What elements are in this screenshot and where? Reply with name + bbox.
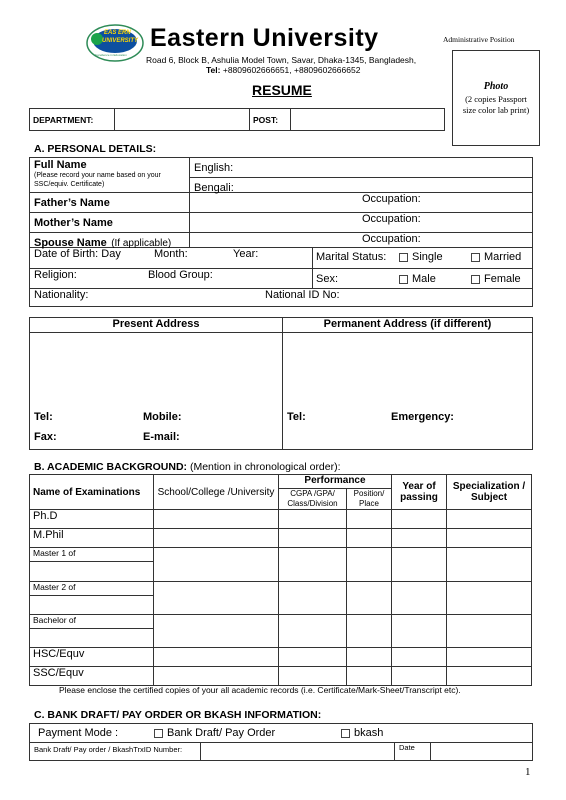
female-checkbox[interactable]	[471, 275, 480, 284]
sex-field	[313, 269, 532, 289]
present-address-label: Present Address	[112, 318, 200, 330]
bank-draft-label: Bank Draft/ Pay Order	[167, 727, 276, 739]
exam-name: Ph.D	[33, 510, 58, 522]
married-label: Married	[484, 251, 522, 263]
present-address-header	[30, 318, 283, 333]
male-label: Male	[412, 273, 436, 285]
logo-text-top: EAS ERN	[104, 30, 131, 36]
nationality-row[interactable]	[30, 289, 532, 306]
spouse-name-note: (If applicable)	[111, 238, 172, 249]
col-gpa-header: CGPA /GPA/ Class/Division	[287, 489, 338, 508]
payment-mode-row	[30, 724, 532, 743]
exam-name: HSC/Equv	[33, 648, 85, 660]
logo-text-bottom: UNIVERSITY	[102, 38, 139, 44]
permanent-tel-label: Tel:	[287, 411, 306, 423]
spouse-name-field[interactable]	[190, 233, 532, 248]
dob-year-label: Year:	[233, 248, 259, 260]
exam-name: Bachelor of	[33, 615, 76, 625]
marital-label: Marital Status:	[316, 251, 387, 263]
father-name-label: Father’s Name	[34, 197, 110, 209]
mother-name-field[interactable]	[190, 213, 532, 233]
female-label: Female	[484, 273, 521, 285]
university-name: Eastern University	[150, 24, 379, 52]
blood-group-label: Blood Group:	[148, 269, 213, 281]
academic-heading-note: (Mention in chronological order):	[189, 461, 341, 473]
spouse-occupation-label: Occupation:	[362, 233, 421, 245]
dob-month-label: Month:	[154, 248, 188, 260]
permanent-address-field[interactable]	[283, 333, 532, 449]
exam-name: M.Phil	[33, 529, 64, 541]
page-number: 1	[525, 766, 531, 778]
col-spec-header: Specialization / Subject	[452, 481, 526, 503]
photo-note: (2 copies Passport size color lab print)	[462, 94, 530, 115]
col-pos-header: Position/ Place	[353, 489, 385, 508]
sex-label: Sex:	[316, 273, 339, 285]
tel-label: Tel:	[206, 65, 221, 75]
dob-day-label: Date of Birth: Day	[34, 248, 121, 260]
photo-box	[452, 50, 540, 146]
address-table	[29, 317, 533, 450]
permanent-address-header	[283, 318, 532, 333]
department-field[interactable]	[115, 109, 250, 131]
religion-field[interactable]	[30, 269, 313, 289]
emergency-label: Emergency:	[391, 411, 454, 423]
female-option[interactable]	[471, 273, 521, 285]
full-name-label: Full Name	[34, 159, 87, 171]
marital-status-field	[313, 248, 532, 269]
permanent-address-label: Permanent Address (if different)	[323, 318, 492, 330]
present-tel-label: Tel:	[34, 411, 53, 423]
bank-draft-option[interactable]	[154, 727, 275, 739]
university-phone	[206, 65, 360, 75]
university-logo	[86, 24, 144, 62]
mother-name-label: Mother’s Name	[34, 217, 113, 229]
personal-details-table	[29, 157, 533, 307]
present-address-field[interactable]	[30, 333, 283, 449]
academic-note: Please enclose the certified copies of your all academic records (i.e. Certificate/Mark-Sheet/Transcript etc).	[59, 685, 461, 695]
nationality-label: Nationality:	[34, 289, 89, 301]
bank-heading: C. BANK DRAFT/ PAY ORDER OR BKASH INFORMATION:	[34, 709, 322, 721]
bkash-checkbox[interactable]	[341, 729, 350, 738]
table-row[interactable]	[30, 615, 532, 629]
single-checkbox[interactable]	[399, 253, 408, 262]
photo-title: Photo	[483, 81, 509, 92]
date-label-cell	[395, 743, 431, 760]
father-name-field[interactable]	[190, 193, 532, 213]
bkash-label: bkash	[354, 727, 384, 739]
col-exam-header: Name of Examinations	[33, 486, 141, 498]
trx-number-field[interactable]	[201, 743, 395, 760]
col-year-header: Year of passing	[400, 481, 438, 503]
single-label: Single	[412, 251, 443, 263]
academic-table	[29, 474, 532, 686]
post-field[interactable]	[291, 109, 445, 131]
col-perf-header: Performance	[304, 475, 366, 486]
university-address: Road 6, Block B, Ashulia Model Town, Savar, Dhaka-1345, Bangladesh,	[146, 55, 417, 65]
date-field[interactable]	[431, 743, 532, 760]
religion-label: Religion:	[34, 269, 77, 281]
department-label: DEPARTMENT:	[33, 114, 94, 125]
post-label: POST:	[253, 114, 279, 125]
date-label: Date	[399, 743, 415, 752]
admin-position: Administrative Position	[443, 35, 515, 44]
single-option[interactable]	[399, 251, 443, 263]
male-checkbox[interactable]	[399, 275, 408, 284]
married-option[interactable]	[471, 251, 521, 263]
department-post-table	[29, 108, 445, 131]
present-email-label: E-mail:	[143, 431, 180, 443]
table-row[interactable]	[30, 529, 532, 548]
personal-details-heading: A. PERSONAL DETAILS:	[34, 143, 157, 155]
table-row[interactable]	[30, 582, 532, 596]
exam-name: SSC/Equv	[33, 667, 84, 679]
tel-value: +8809602666651, +8809602666652	[222, 65, 361, 75]
full-name-note: (Please record your name based on your SSC/equiv. Certificate)	[34, 172, 161, 188]
logo-ring-text: Excellence in Education	[95, 53, 127, 57]
bank-table	[29, 723, 533, 761]
trx-number-label-cell	[30, 743, 201, 760]
bengali-name-field[interactable]	[190, 178, 532, 193]
dob-field[interactable]	[30, 248, 313, 269]
exam-name: Master 2 of	[33, 582, 76, 592]
table-row[interactable]	[30, 548, 532, 562]
english-name-field[interactable]	[190, 158, 532, 178]
married-checkbox[interactable]	[471, 253, 480, 262]
table-row[interactable]	[30, 648, 532, 667]
academic-heading	[34, 461, 341, 473]
bkash-option[interactable]	[341, 727, 383, 739]
present-fax-label: Fax:	[34, 431, 57, 443]
bengali-label: Bengali:	[194, 182, 234, 194]
col-school-header: School/College /University	[157, 486, 275, 498]
present-mobile-label: Mobile:	[143, 411, 182, 423]
mother-occupation-label: Occupation:	[362, 213, 421, 225]
resume-title: RESUME	[252, 82, 312, 98]
male-option[interactable]	[399, 273, 436, 285]
exam-name: Master 1 of	[33, 548, 76, 558]
bank-draft-checkbox[interactable]	[154, 729, 163, 738]
trx-number-label: Bank Draft/ Pay order / BkashTrxID Number:	[34, 745, 183, 754]
payment-mode-label: Payment Mode :	[38, 727, 119, 739]
table-row[interactable]	[30, 510, 532, 529]
father-occupation-label: Occupation:	[362, 193, 421, 205]
academic-heading-title: B. ACADEMIC BACKGROUND:	[34, 461, 188, 473]
national-id-label: National ID No:	[265, 289, 340, 301]
spouse-name-label: Spouse Name	[34, 237, 107, 249]
table-row[interactable]	[30, 667, 532, 686]
english-label: English:	[194, 162, 234, 174]
